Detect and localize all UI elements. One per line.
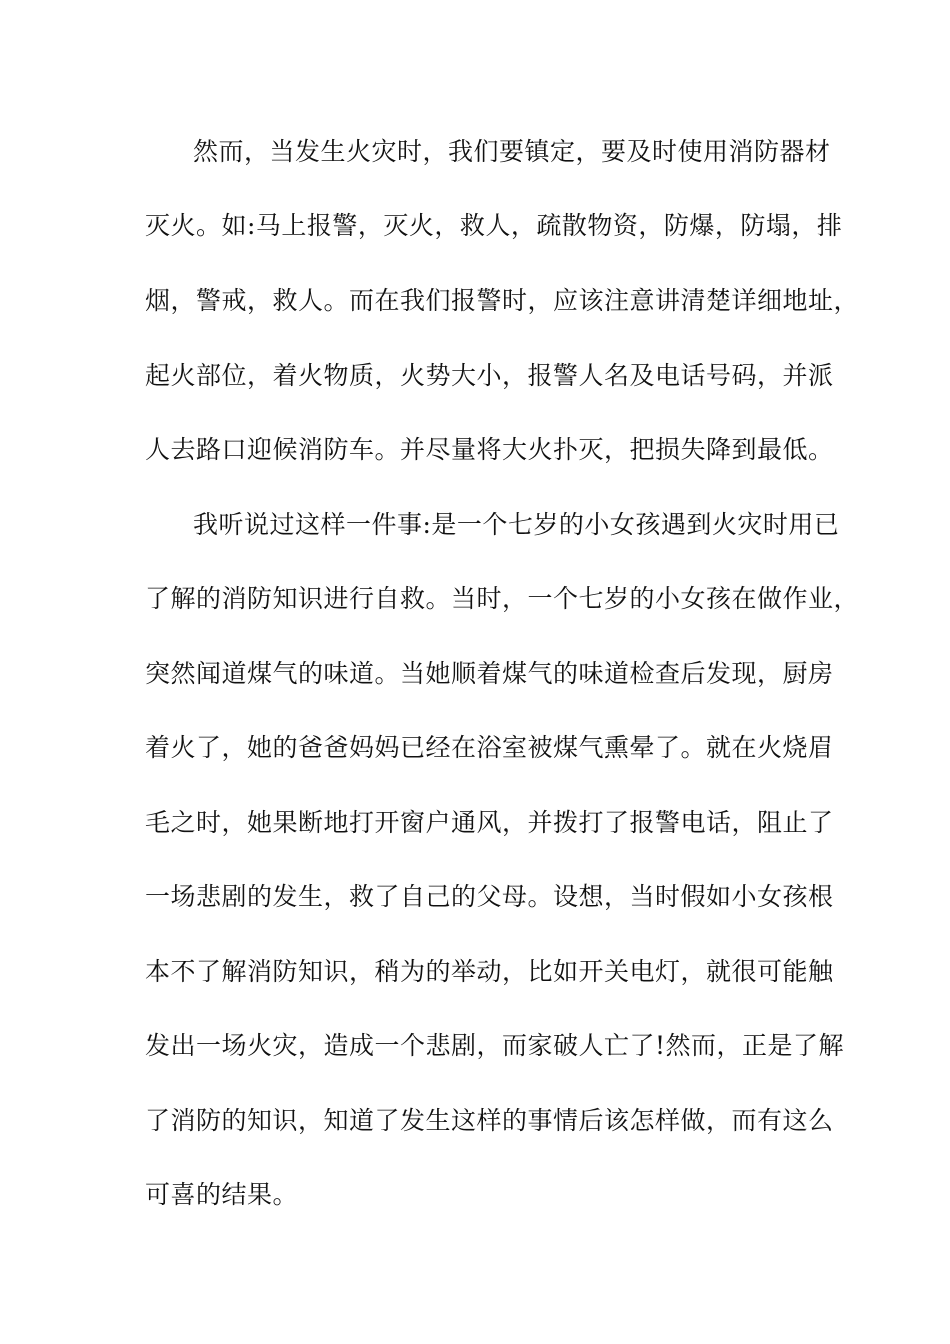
paragraph-2-line-3: 突然闻道煤气的味道。当她顺着煤气的味道检查后发现，厨房 (145, 659, 834, 688)
paragraph-1-line-3: 烟，警戒，救人。而在我们报警时，应该注意讲清楚详细地址， (145, 286, 860, 315)
paragraph-2-line-5: 毛之时，她果断地打开窗户通风，并拨打了报警电话，阻止了 (145, 808, 834, 837)
paragraph-2-line-4: 着火了，她的爸爸妈妈已经在浴室被煤气熏晕了。就在火烧眉 (145, 733, 834, 762)
paragraph-2-line-2: 了解的消防知识进行自救。当时，一个七岁的小女孩在做作业， (145, 584, 860, 613)
paragraph-2-line-9: 了消防的知识，知道了发生这样的事情后该怎样做，而有这么 (145, 1106, 834, 1135)
paragraph-2-line-6: 一场悲剧的发生，救了自己的父母。设想，当时假如小女孩根 (145, 882, 834, 911)
paragraph-2-line-8: 发出一场火灾，造成一个悲剧，而家破人亡了!然而，正是了解 (145, 1031, 845, 1060)
paragraph-2-line-7: 本不了解消防知识，稍为的举动，比如开关电灯，就很可能触 (145, 957, 834, 986)
paragraph-2-line-10: 可喜的结果。 (145, 1180, 299, 1209)
paragraph-1-line-5: 人去路口迎候消防车。并尽量将大火扑灭，把损失降到最低。 (145, 435, 834, 464)
paragraph-2-line-1: 我听说过这样一件事:是一个七岁的小女孩遇到火灾时用已 (193, 510, 840, 539)
paragraph-1-line-2: 灭火。如:马上报警，灭火，救人，疏散物资，防爆，防塌，排 (145, 211, 843, 240)
paragraph-1-line-4: 起火部位，着火物质，火势大小，报警人名及电话号码，并派 (145, 361, 834, 390)
paragraph-1-line-1: 然而，当发生火灾时，我们要镇定，要及时使用消防器材 (193, 137, 831, 166)
